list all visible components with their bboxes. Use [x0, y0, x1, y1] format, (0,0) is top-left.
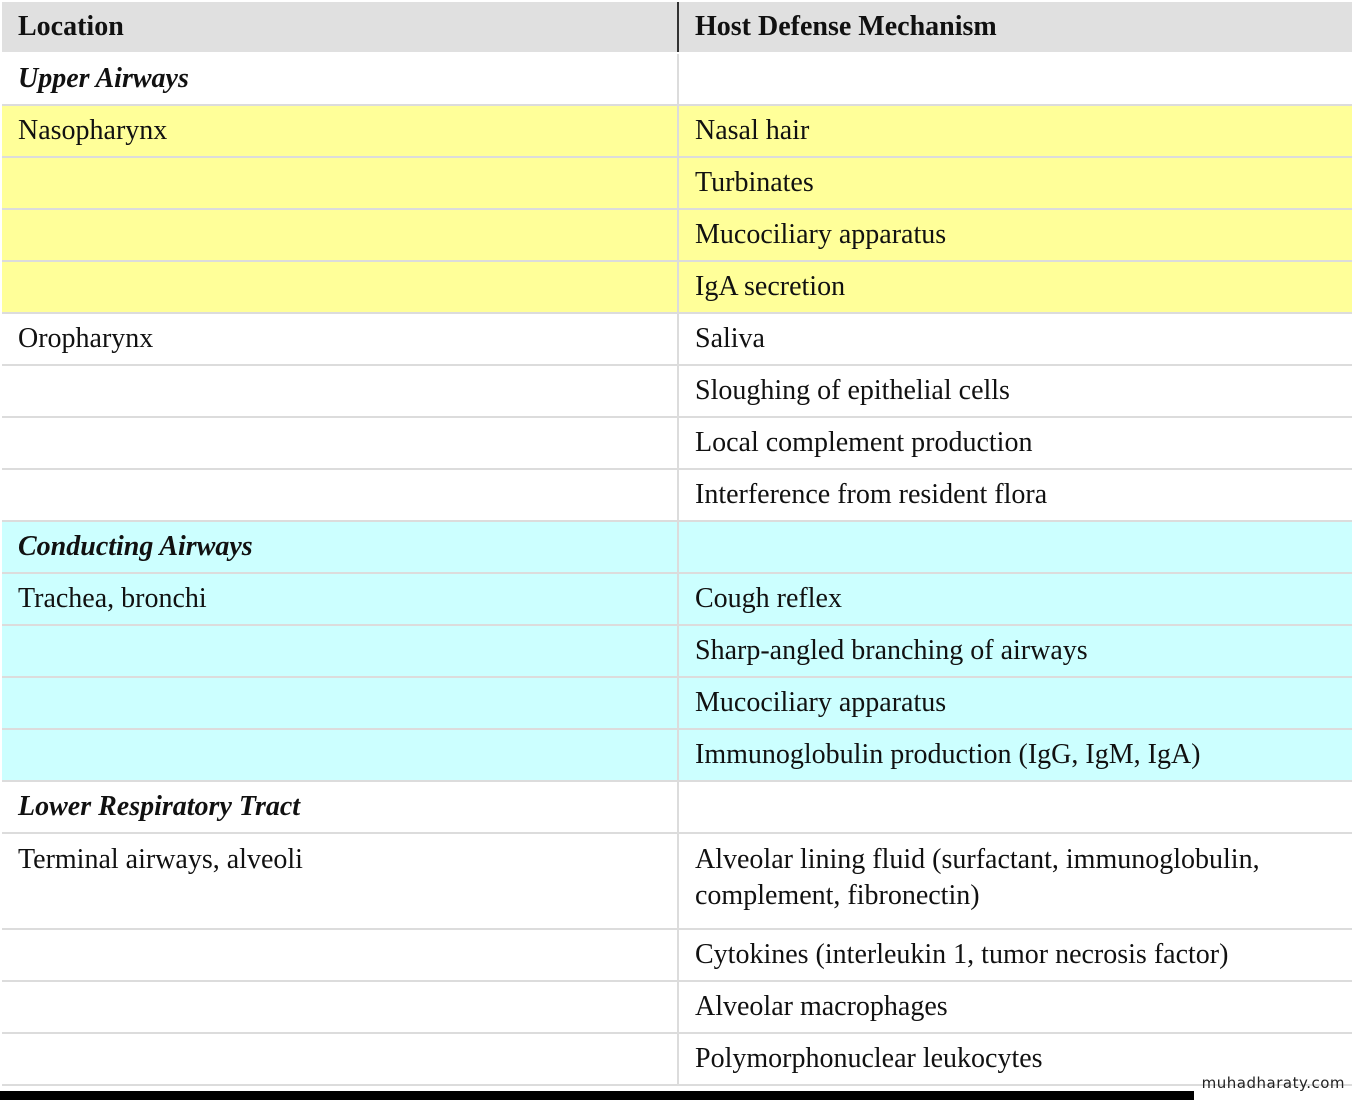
table-row	[2, 469, 1352, 521]
location-column-header: Location	[2, 2, 678, 53]
table-row	[2, 981, 1352, 1033]
table-row	[2, 677, 1352, 729]
table-row	[2, 105, 1352, 157]
location-cell: Oropharynx	[2, 313, 678, 365]
mechanism-cell: Cytokines (interleukin 1, tumor necrosis factor)	[678, 929, 1352, 981]
location-cell	[2, 469, 678, 521]
location-cell	[2, 417, 678, 469]
table-row	[2, 261, 1352, 313]
mechanism-cell	[678, 521, 1352, 573]
location-cell: Trachea, bronchi	[2, 573, 678, 625]
location-cell	[2, 365, 678, 417]
location-cell	[2, 157, 678, 209]
location-cell: Terminal airways, alveoli	[2, 833, 678, 929]
mechanism-cell	[678, 781, 1352, 833]
location-cell	[2, 677, 678, 729]
mechanism-cell: Interference from resident flora	[678, 469, 1352, 521]
table-row	[2, 833, 1352, 929]
table-row	[2, 929, 1352, 981]
bottom-bar	[0, 1091, 1194, 1100]
mechanism-cell: Sharp-angled branching of airways	[678, 625, 1352, 677]
location-cell	[2, 729, 678, 781]
table-row	[2, 729, 1352, 781]
mechanism-cell: Sloughing of epithelial cells	[678, 365, 1352, 417]
section-row	[2, 521, 1352, 573]
mechanism-cell: IgA secretion	[678, 261, 1352, 313]
table-row	[2, 625, 1352, 677]
mechanism-cell: Nasal hair	[678, 105, 1352, 157]
table-row	[2, 417, 1352, 469]
mechanism-column-header: Host Defense Mechanism	[678, 2, 1352, 53]
table-row	[2, 157, 1352, 209]
mechanism-cell: Local complement production	[678, 417, 1352, 469]
table-row	[2, 209, 1352, 261]
section-heading: Conducting Airways	[2, 521, 678, 573]
mechanism-cell: Mucociliary apparatus	[678, 677, 1352, 729]
table-body	[2, 53, 1352, 1085]
mechanism-cell: Immunoglobulin production (IgG, IgM, IgA)	[678, 729, 1352, 781]
mechanism-cell: Alveolar macrophages	[678, 981, 1352, 1033]
section-row	[2, 781, 1352, 833]
mechanism-cell	[678, 53, 1352, 105]
table-row	[2, 1033, 1352, 1085]
mechanism-cell: Polymorphonuclear leukocytes	[678, 1033, 1352, 1085]
section-heading: Upper Airways	[2, 53, 678, 105]
location-cell	[2, 929, 678, 981]
section-row	[2, 53, 1352, 105]
watermark: muhadharaty.com	[1201, 1074, 1345, 1092]
mechanism-cell: Turbinates	[678, 157, 1352, 209]
location-cell	[2, 261, 678, 313]
location-cell	[2, 981, 678, 1033]
mechanism-cell: Alveolar lining fluid (surfactant, immunoglobulin, complement, fibronectin)	[678, 833, 1352, 929]
location-cell: Nasopharynx	[2, 105, 678, 157]
table-row	[2, 365, 1352, 417]
table-header-row	[2, 2, 1352, 53]
mechanism-cell: Mucociliary apparatus	[678, 209, 1352, 261]
location-cell	[2, 1033, 678, 1085]
mechanism-cell: Saliva	[678, 313, 1352, 365]
table-row	[2, 313, 1352, 365]
table-row	[2, 573, 1352, 625]
host-defense-table	[2, 2, 1352, 1086]
location-cell	[2, 209, 678, 261]
location-cell	[2, 625, 678, 677]
mechanism-cell: Cough reflex	[678, 573, 1352, 625]
section-heading: Lower Respiratory Tract	[2, 781, 678, 833]
